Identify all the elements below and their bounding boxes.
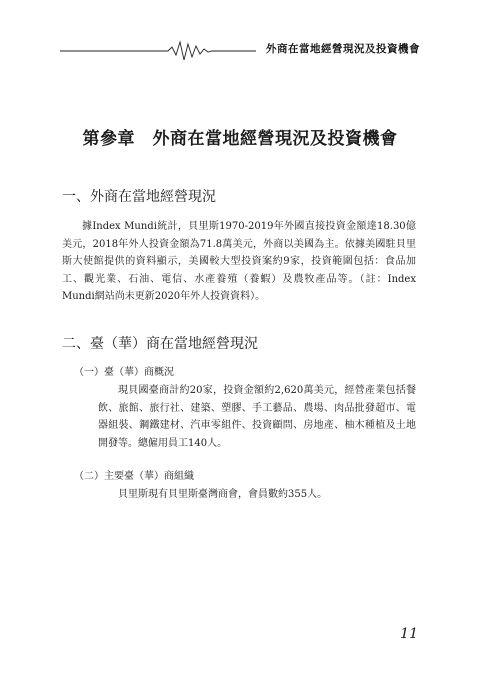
chapter-title: 第參章 外商在當地經營現況及投資機會 bbox=[82, 129, 398, 149]
section-heading-taiwanese-business: 二、臺（華）商在當地經營現況 bbox=[62, 336, 258, 352]
section-heading-foreign-business: 一、外商在當地經營現況 bbox=[62, 189, 216, 205]
paragraph-foreign-business: 據Index Mundi統計，貝里斯1970-2019年外國直接投資金額達18.30億美元，2018年外人投資金額為71.8萬美元，外商以美國為主。依據美國駐貝里斯大使館提供的資料顯示，美國較大型投資案約9家，投資範圍包括：食品加工、觀光業、石油、電信、水產養殖（養蝦）及農牧產品等。（註：Index Mundi網站尚未更新2020年外人投資資料）。 bbox=[62, 221, 416, 302]
subsection-heading-overview: （一）臺（華）商概況 bbox=[74, 367, 174, 378]
subsection-heading-organizations: （二）主要臺（華）商組織 bbox=[74, 471, 194, 482]
header-title: 外商在當地經營現況及投資機會 bbox=[266, 43, 420, 55]
page-number: 11 bbox=[400, 626, 418, 642]
paragraph-organizations: 貝里斯現有貝里斯臺灣商會，會員數約355人。 bbox=[118, 489, 328, 500]
paragraph-overview: 現貝國臺商計約20家，投資金額約2,620萬美元，經營產業包括餐飲、旅館、旅行社、建築、塑膠、手工藝品、農場、肉品批發超市、電器組裝、鋼鐵建材、汽車零組件、投資顧問、房地產、柚木種植及土地開發等。總僱用員工140人。 bbox=[98, 385, 416, 449]
running-header bbox=[60, 38, 420, 62]
